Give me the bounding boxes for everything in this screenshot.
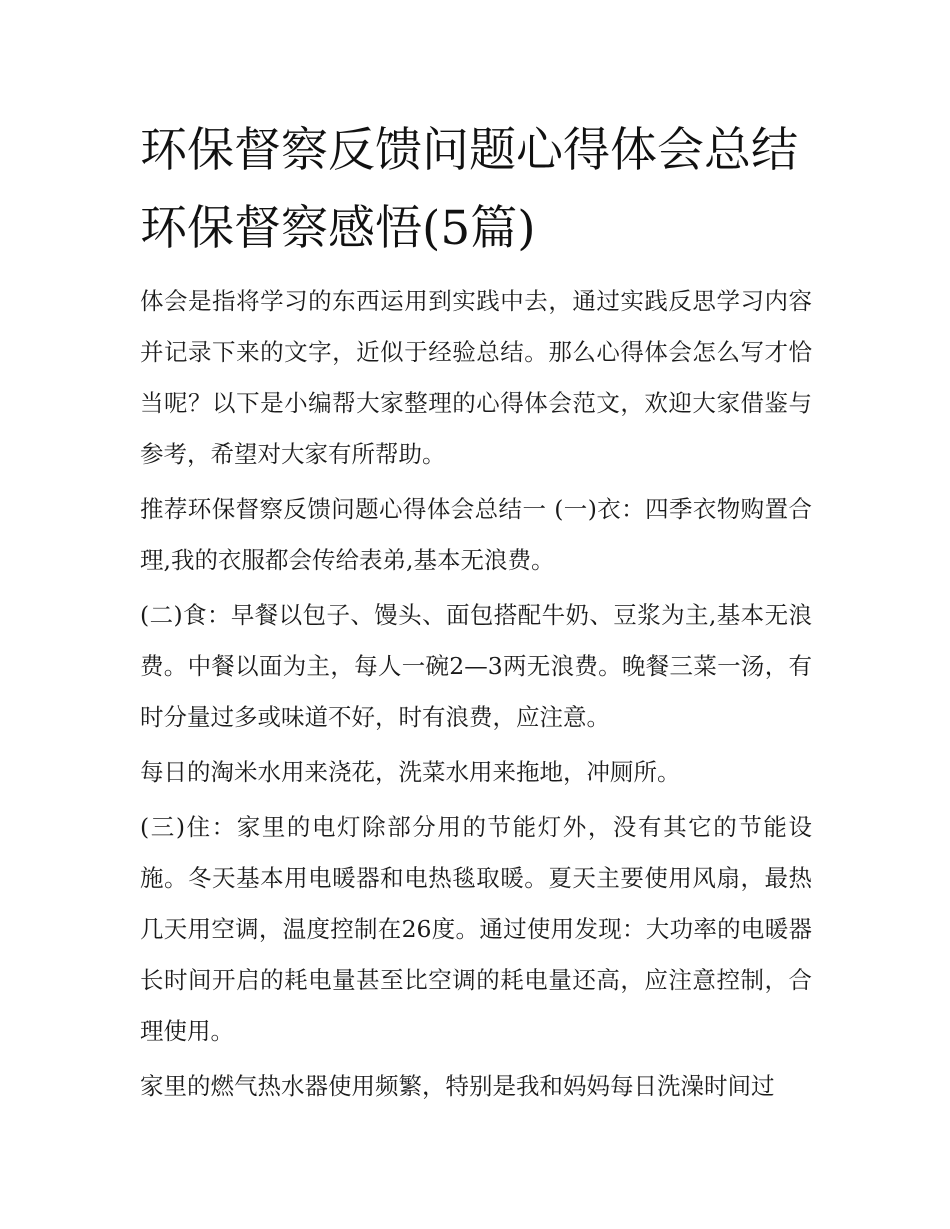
paragraph-water-reuse: 每日的淘米水用来浇花，洗菜水用来拖地，冲厕所。 <box>140 758 681 786</box>
document-title: 环保督察反馈问题心得体会总结 环保督察感悟(5篇) <box>140 123 798 256</box>
document-body <box>140 112 812 1116</box>
paragraph-water-heater: 家里的燃气热水器使用频繁，特别是我和妈妈每日洗澡时间过 <box>140 1072 775 1100</box>
paragraph-intro: 体会是指将学习的东西运用到实践中去，通过实践反思学习内容并记录下来的文字，近似于经验总结。那么心得体会怎么写才恰当呢？以下是小编帮大家整理的心得体会范文，欢迎大家借鉴与参考，希望对大家有所帮助。 <box>140 287 812 468</box>
paragraph-clothing: 推荐环保督察反馈问题心得体会总结一 (一)衣：四季衣物购置合理,我的衣服都会传给表弟,基本无浪费。 <box>140 495 812 574</box>
paragraph-housing: (三)住：家里的电灯除部分用的节能灯外，没有其它的节能设施。冬天基本用电暖器和电热毯取暖。夏天主要使用风扇，最热几天用空调，温度控制在26度。通过使用发现：大功率的电暖器长时间开启的耗电量甚至比空调的耗电量还高，应注意控制，合理使用。 <box>140 813 812 1045</box>
paragraph-food: (二)食：早餐以包子、馒头、面包搭配牛奶、豆浆为主,基本无浪费。中餐以面为主，每人一碗2—3两无浪费。晚餐三菜一汤，有时分量过多或味道不好，时有浪费，应注意。 <box>140 601 812 731</box>
